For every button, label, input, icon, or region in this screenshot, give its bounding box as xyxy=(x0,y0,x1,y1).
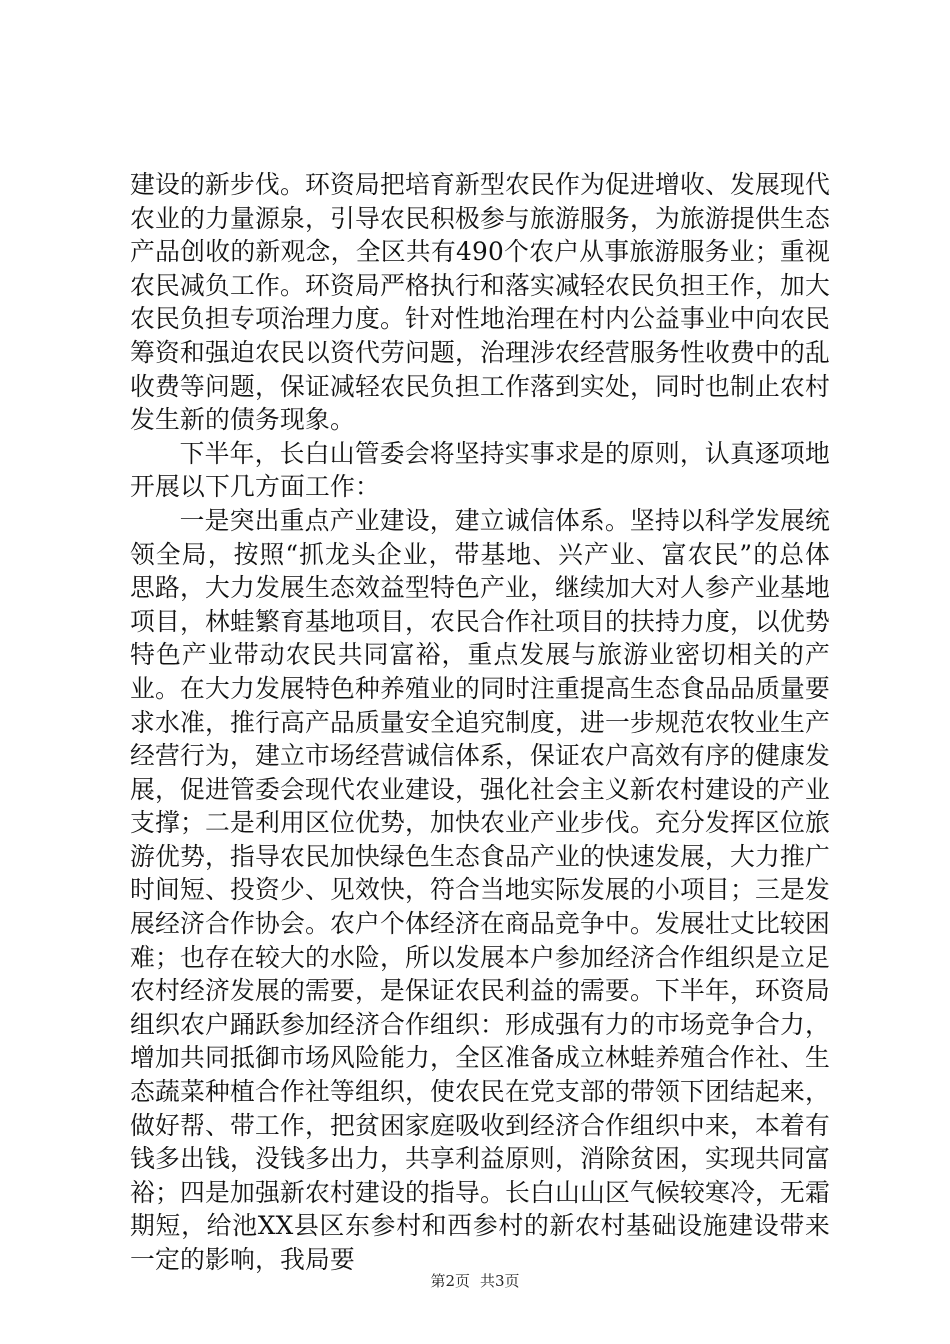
paragraph-2: 下半年，长白山管委会将坚持实事求是的原则，认真逐项地开展以下几方面工作： xyxy=(130,438,830,502)
paragraph-3: 一是突出重点产业建设，建立诚信体系。坚持以科学发展统领全局，按照“抓龙头企业，带基地、兴产业、富农民”的总体思路，大力发展生态效益型特色产业，继续加大对人参产业基地项目，林蛙繁育基地项目，农民合作社项目的扶持力度，以优势特色产业带动农民共同富裕，重点发展与旅游业密切相关的产业。在大力发展特色种养殖业的同时注重提高生态食品品质量要求水准，推行高产品质量安全追究制度，进一步规范农牧业生产经营行为，建立市场经营诚信体系，保证农户高效有序的健康发展，促进管委会现代农业建设，强化社会主义新农村建设的产业支撑；二是利用区位优势，加快农业产业步伐。充分发挥区位旅游优势，指导农民加快绿色生态食品产业的快速发展，大力推广时间短、投资少、见效快，符合当地实际发展的小项目；三是发展经济合作协会。农户个体经济在商品竞争中。发展壮丈比较困难；也存在较大的水险，所以发展本户参加经济合作组织是立足农村经济发展的需要，是保证农民利益的需要。下半年，环资局组织农户踊跃参加经济合作组织：形成强有力的市场竞争合力，增加共同抵御市场风险能力，全区准备成立林蛙养殖合作社、生态蔬菜种植合作社等组织，使农民在党支部的带领下团结起来，做好帮、带工作，把贫困家庭吸收到经济合作组织中来，本着有钱多出钱，没钱多出力，共享利益原则，消除贫困，实现共同富裕；四是加强新农村建设的指导。长白山山区气候较寒冷，无霜期短，给池XX县区东参村和西参村的新农村基础设施建设带来一定的影响，我局要 xyxy=(130,505,830,1274)
page-footer xyxy=(0,1270,950,1291)
page-number-current: 第2页 xyxy=(430,1272,470,1290)
document-body xyxy=(130,168,830,1277)
paragraph-1: 建设的新步伐。环资局把培育新型农民作为促进增收、发展现代农业的力量源泉，引导农民积极参与旅游服务，为旅游提供生态产品创收的新观念，全区共有490个农户从事旅游服务业；重视农民减负工作。环资局严格执行和落实减轻农民负担王作，加大农民负担专项治理力度。针对性地治理在村内公益事业中向农民筹资和强迫农民以资代劳问题，治理涉农经营服务性收费中的乱收费等问题，保证减轻农民负担工作落到实处，同时也制止农村发生新的债务现象。 xyxy=(130,170,830,435)
page-number-total: 共3页 xyxy=(480,1272,520,1290)
